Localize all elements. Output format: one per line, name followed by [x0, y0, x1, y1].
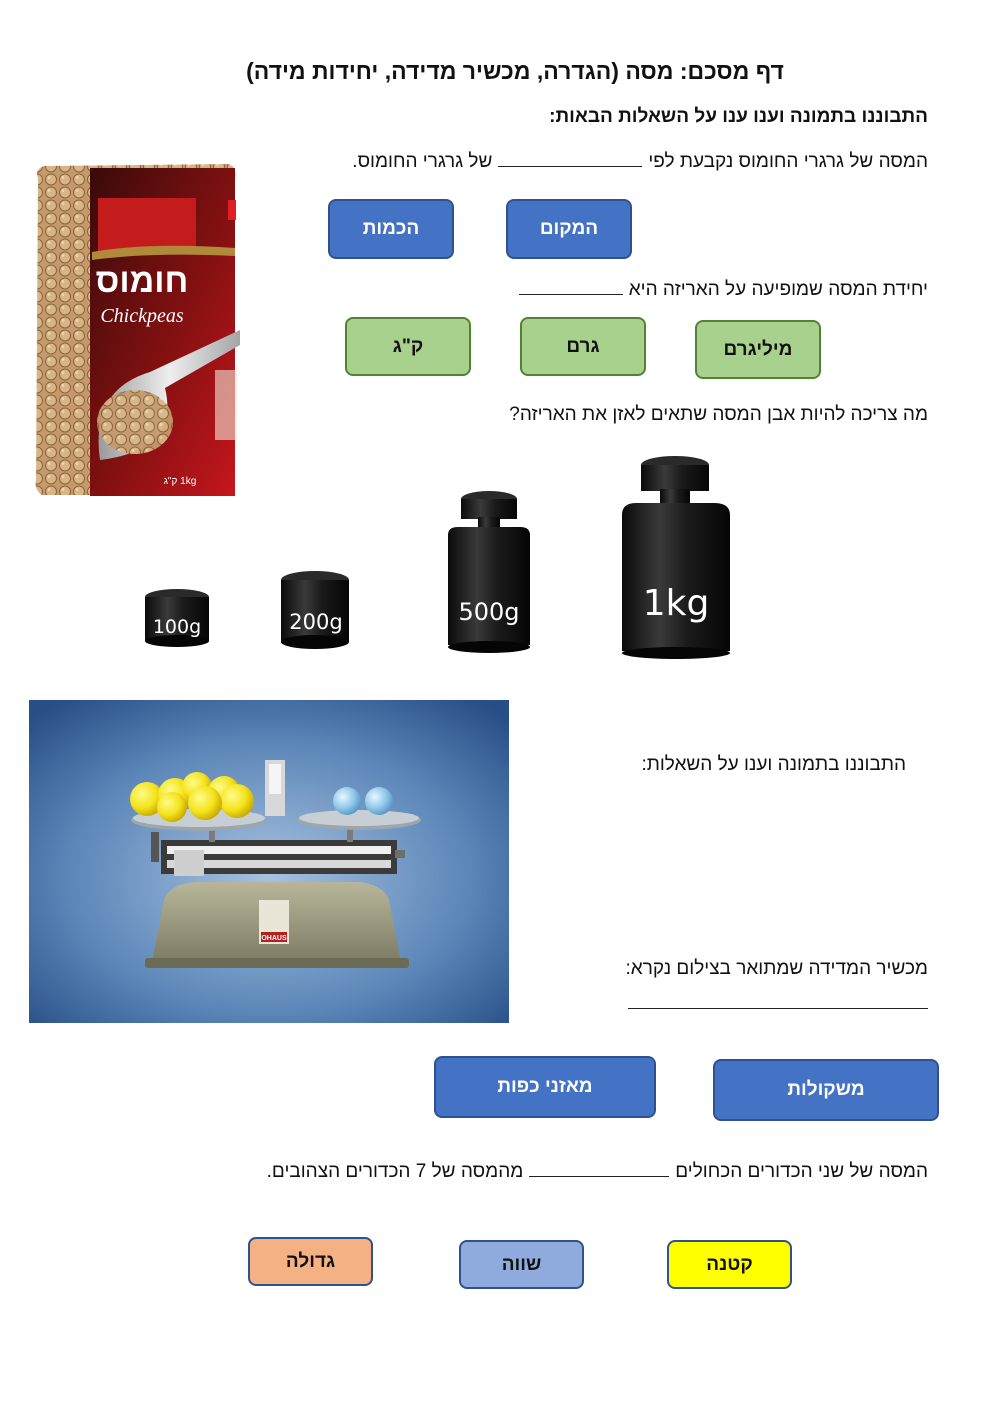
- option-smaller-button[interactable]: קטנה: [667, 1240, 792, 1289]
- option-balance-scale-button[interactable]: מאזני כפות: [434, 1056, 656, 1118]
- question-2: [513, 276, 928, 301]
- weight-1kg: [622, 456, 730, 659]
- question-5-blank[interactable]: [529, 1158, 669, 1177]
- question-4: מכשיר המדידה שמתואר בצילום נקרא:: [625, 958, 928, 979]
- question-3: מה צריכה להיות אבן המסה שתאים לאזן את האריזה?: [509, 404, 928, 425]
- weight-500g: [448, 491, 530, 653]
- question-5-part-b: מהמסה של 7 הכדורים הצהובים.: [266, 1161, 524, 1182]
- package-weight-label: 1kg ק"ג: [163, 476, 197, 487]
- page-title: דף מסכם: מסה (הגדרה, מכשיר מדידה, יחידות מידה): [246, 58, 784, 84]
- scale-brand-label: OHAUS: [261, 935, 287, 942]
- weight-label-100g: 100g: [152, 616, 202, 638]
- weight-label-500g: 500g: [458, 598, 520, 626]
- balance-scale-image: [29, 700, 509, 1023]
- chickpeas-package-image: [30, 160, 240, 500]
- option-kilogram-button[interactable]: ק"ג: [345, 317, 471, 376]
- option-gram-button[interactable]: גרם: [520, 317, 646, 376]
- package-hebrew-name: חומוס: [95, 262, 189, 300]
- question-2-blank[interactable]: [519, 276, 623, 295]
- question-2-part-a: יחידת המסה שמופיעה על האריזה היא: [628, 279, 928, 300]
- option-equal-button[interactable]: שווה: [459, 1240, 584, 1289]
- option-place-button[interactable]: המקום: [506, 199, 632, 259]
- question-1: [352, 148, 928, 173]
- question-4-answer-line[interactable]: [628, 1008, 928, 1009]
- question-5-part-a: המסה של שני הכדורים הכחולים: [675, 1161, 928, 1182]
- option-quantity-button[interactable]: הכמות: [328, 199, 454, 259]
- weight-100g: [145, 589, 209, 647]
- question-1-blank[interactable]: [498, 148, 642, 167]
- instruction-1: התבוננו בתמונה וענו ענו על השאלות הבאות:: [549, 106, 928, 127]
- instruction-2: התבוננו בתמונה וענו על השאלות:: [641, 754, 906, 775]
- weight-200g: [281, 571, 349, 649]
- question-5: [267, 1158, 928, 1183]
- weight-label-1kg: 1kg: [642, 583, 710, 624]
- mass-weights-image: [140, 455, 760, 665]
- option-milligram-button[interactable]: מיליגרם: [695, 320, 821, 379]
- package-english-name: Chickpeas: [100, 305, 184, 327]
- weight-label-200g: 200g: [289, 610, 343, 634]
- question-1-part-a: המסה של גרגרי החומוס נקבעת לפי: [648, 151, 928, 172]
- question-1-part-b: של גרגרי החומוס.: [352, 151, 493, 172]
- option-larger-button[interactable]: גדולה: [248, 1237, 373, 1286]
- option-weights-button[interactable]: משקולות: [713, 1059, 939, 1121]
